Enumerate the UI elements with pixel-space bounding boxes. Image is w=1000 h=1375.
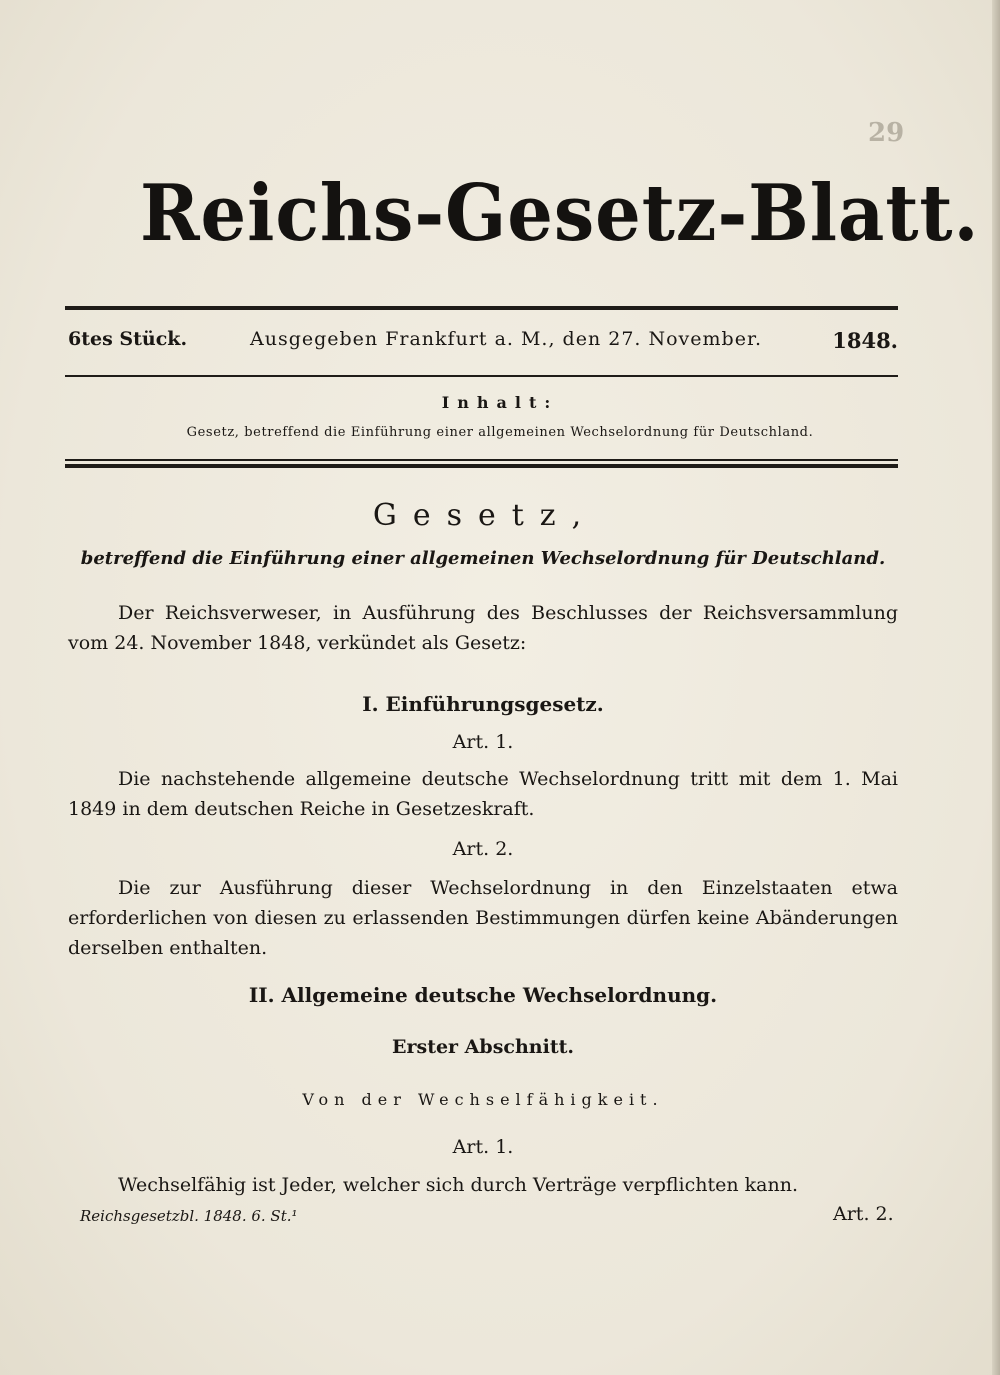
- contents-heading: Inhalt:: [441, 393, 559, 412]
- page-corner-number: 29: [868, 118, 905, 148]
- part1-art2-text: Die zur Ausführung dieser Wechselordnung in den Einzelstaaten etwa erforderlichen von diesen zu erlassenden Bestimmungen dürfen keine Abänderungen derselben enthalten.: [68, 877, 898, 959]
- part1-art1-text: Die nachstehende allgemeine deutsche Wechselordnung tritt mit dem 1. Mai 1849 in dem deutschen Reiche in Gesetzeskraft.: [68, 768, 898, 820]
- part2-section-subject: Von der Wechselfähigkeit.: [302, 1090, 664, 1109]
- part2-heading: II. Allgemeine deutsche Wechselordnung.: [248, 983, 718, 1007]
- contents-rule-bottom: [65, 464, 898, 468]
- issue-line: [68, 328, 898, 358]
- law-preamble: Der Reichsverweser, in Ausführung des Beschlusses der Reichsversammlung vom 24. November 1848, verkündet als Gesetz:: [68, 602, 898, 654]
- part2-art1-text: Wechselfähig ist Jeder, welcher sich durch Verträge verpflichten kann.: [118, 1174, 799, 1196]
- issue-number: 6tes Stück.: [68, 328, 188, 350]
- part1-art1-label: Art. 1.: [452, 731, 514, 753]
- part1-art2-label: Art. 2.: [452, 838, 514, 860]
- part2-section-heading: Erster Abschnitt.: [392, 1036, 574, 1058]
- contents-rule-top: [65, 459, 898, 461]
- issue-date: Ausgegeben Frankfurt a. M., den 27. November.: [250, 328, 762, 350]
- part2-art1-label: Art. 1.: [452, 1136, 514, 1158]
- catchword: Art. 2.: [833, 1203, 894, 1225]
- part1-heading: I. Einführungsgesetz.: [362, 692, 604, 716]
- issue-rule: [65, 375, 898, 377]
- law-title: Gesetz,: [372, 498, 598, 533]
- law-subtitle: betreffend die Einführung einer allgemeinen Wechselordnung für Deutschland.: [80, 548, 886, 569]
- signature-mark: Reichsgesetzbl. 1848. 6. St.¹: [80, 1207, 298, 1225]
- masthead-rule: [65, 306, 898, 310]
- page-edge: [992, 0, 1000, 1375]
- masthead-title: Reichs-Gesetz-Blatt.: [140, 168, 980, 259]
- contents-text: Gesetz, betreffend die Einführung einer allgemeinen Wechselordnung für Deutschland.: [186, 425, 814, 440]
- issue-year: 1848.: [832, 328, 898, 353]
